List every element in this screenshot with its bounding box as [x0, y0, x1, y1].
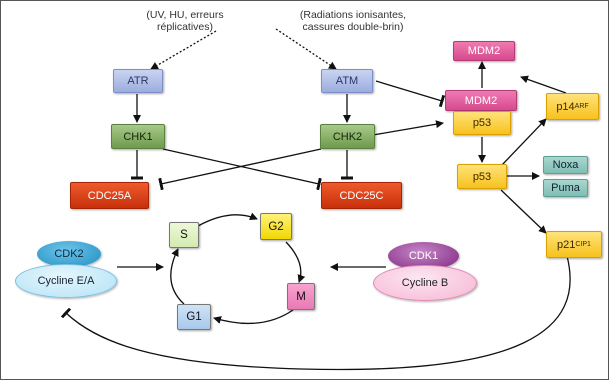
- cdc25c-node: [321, 182, 402, 209]
- p14-superscript: ARF: [574, 103, 589, 110]
- cdk1-label: CDK1: [408, 250, 439, 262]
- cdc25a-label: CDC25A: [87, 189, 132, 202]
- atm-label: ATM: [335, 75, 359, 87]
- atr-node: [113, 69, 163, 93]
- chk2-label: CHK2: [332, 130, 363, 143]
- phase-m: [287, 283, 315, 310]
- phase-s-label: S: [180, 229, 188, 241]
- cdc25a-node: [70, 182, 149, 209]
- cycle-arc-g2-m: [286, 242, 301, 282]
- cycle-arc-s-g2: [198, 215, 257, 226]
- stimulus-right-line1: (Radiations ionisantes,: [299, 9, 407, 21]
- p21cip1-node: [546, 231, 602, 258]
- cdc25c-label: CDC25C: [339, 189, 384, 202]
- cycle-arc-g1-s: [171, 249, 184, 304]
- p21-superscript: CIP1: [575, 241, 591, 248]
- phase-s: [169, 222, 199, 248]
- stimulus-right-line2: cassures double-brin): [302, 21, 404, 33]
- phase-g2-label: G2: [268, 220, 284, 233]
- puma-label: Puma: [551, 182, 580, 194]
- mdm2-bound-label: MDM2: [464, 94, 498, 107]
- arrow-p53-p21: [501, 190, 546, 233]
- mdm2-free-node: [453, 41, 515, 61]
- cyclin-ea-label: Cycline E/A: [37, 275, 95, 287]
- chk1-label: CHK1: [123, 130, 153, 143]
- mdm2-bound-node: [445, 90, 517, 111]
- phase-m-label: M: [296, 290, 306, 303]
- p53-bound-node: [453, 111, 511, 135]
- p53-bound-label: p53: [472, 117, 492, 129]
- arrow-p14-mdm2: [521, 77, 566, 93]
- cyclin-ea-ellipse: [15, 264, 117, 298]
- cycle-arc-m-g1: [214, 310, 293, 323]
- mdm2-free-label: MDM2: [467, 45, 501, 57]
- arrow-chk2-p53: [373, 123, 443, 135]
- phase-g2: [260, 213, 292, 240]
- phase-g1-label: G1: [186, 311, 202, 323]
- atm-node: [321, 69, 373, 93]
- stimulus-ionizing-radiation: [273, 9, 433, 33]
- p53-node: [457, 164, 507, 189]
- noxa-node: [543, 156, 588, 174]
- phase-g1: [177, 304, 211, 330]
- chk2-node: [320, 124, 375, 149]
- p21-label: p21: [557, 238, 576, 251]
- p14arf-node: [546, 93, 599, 120]
- p14-label: p14: [556, 100, 575, 113]
- inhibit-atm-mdm2: [376, 81, 442, 101]
- stimulus-left-line1: (UV, HU, erreurs: [146, 9, 224, 21]
- arrow-stimulus-atr: [151, 31, 216, 69]
- cdk2-label: CDK2: [54, 248, 84, 260]
- stimulus-replicative-stress: [111, 9, 259, 33]
- puma-node: [543, 179, 588, 197]
- inhibit-p21-cdk2: [66, 256, 570, 370]
- cyclin-b-ellipse: [373, 265, 477, 301]
- stimulus-left-line2: réplicatives): [156, 21, 214, 33]
- chk1-node: [111, 124, 165, 149]
- cyclin-b-label: Cycline B: [401, 277, 449, 289]
- atr-label: ATR: [127, 75, 149, 87]
- noxa-label: Noxa: [552, 159, 579, 171]
- p53-label: p53: [472, 170, 492, 183]
- arrow-stimulus-atm: [276, 29, 336, 69]
